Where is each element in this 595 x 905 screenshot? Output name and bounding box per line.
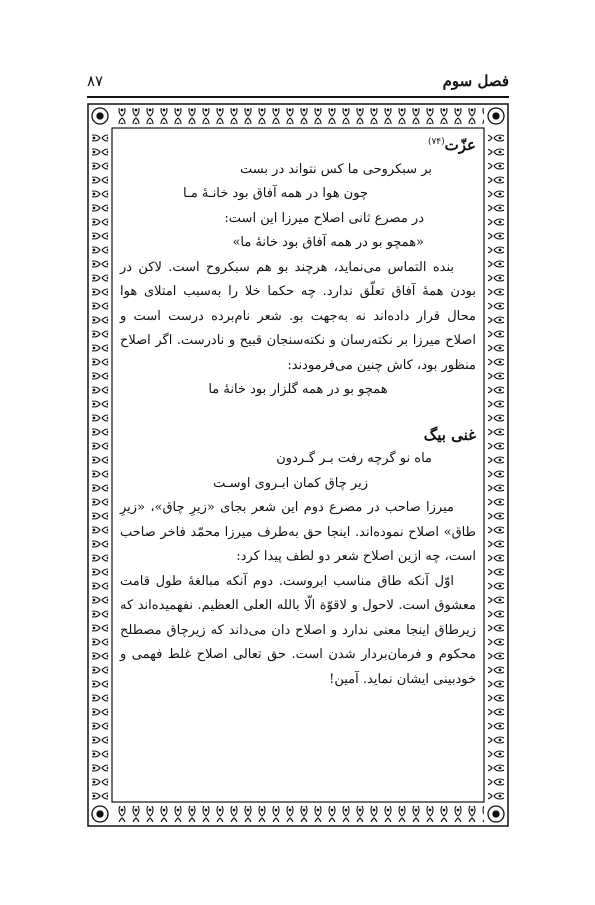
verse-line: زیر چاق کمان ابـروی اوسـت	[213, 475, 368, 491]
quoted-verse: «همچو بو در همه آفاق بود خانهٔ ما»	[232, 235, 424, 250]
footnote-marker: (۷۴)	[427, 137, 445, 147]
body-paragraph: اوّل آنکه طاق مناسب ابروست. دوم آنکه مبالغهٔ طول قامت معشوق است. لاحول و لاقوّة الّا بالله العلی العظیم. نفهمیده‌اند که زیرطاق اینجا معنی ندارد و اصلاح دان می‌داند که زیرچاق مصطلح محکوم و فرمان‌بردار شدن است. حق تعالی اصلاح غلط فهمی و خودبینی ایشان نماید. آمین!	[120, 573, 476, 687]
verse-line: چون هوا در همه آفاق بود خانـهٔ مـا	[183, 186, 368, 201]
verse-line: ماه نو گرچه رفت بـر گـردون	[276, 451, 432, 466]
intro-line: در مصرع ثانی اصلاح میرزا این است:	[224, 210, 424, 226]
page-body	[120, 130, 476, 820]
verse-line: بر سبکروحی ما کس نتواند در بست	[240, 161, 432, 177]
page-header	[87, 72, 509, 94]
section-gap	[120, 403, 476, 423]
section-heading-2: غنی بیگ	[423, 425, 476, 444]
chapter-title: فصل سوم	[442, 72, 509, 90]
page-number: ۸۷	[87, 72, 104, 90]
header-rule	[87, 96, 509, 98]
body-paragraph: میرزا صاحب در مصرع دوم این شعر بجای «زیرِ چاق»، «زیرِ طاق» اصلاح نموده‌اند. اینجا حق به‌طرف میرزا محمّد فاخر صاحب است، چه ازین اصلاح شعر دو لطف پیدا کرد:	[120, 500, 476, 564]
section-heading-1	[120, 130, 476, 158]
body-paragraph: بنده التماس می‌نماید، هرچند بو هم سبکروح است. لاکن در بودن همهٔ آفاق تعلّق ندارد. چه حکما خلا را به‌سبب امتلای هوا محال قرار داده‌اند نه به‌جهت بو. شعر نام‌برده درست است و اصلاح میرزا بر نکته‌رسان و نکته‌سنجان قبیح و نادرست. اگر اصلاح منظور بود، کاش چنین می‌فرمودند:	[120, 259, 476, 373]
heading-text: عزّت	[444, 136, 476, 154]
suggested-verse: همچو بو در همه گلزار بود خانهٔ ما	[208, 382, 388, 397]
